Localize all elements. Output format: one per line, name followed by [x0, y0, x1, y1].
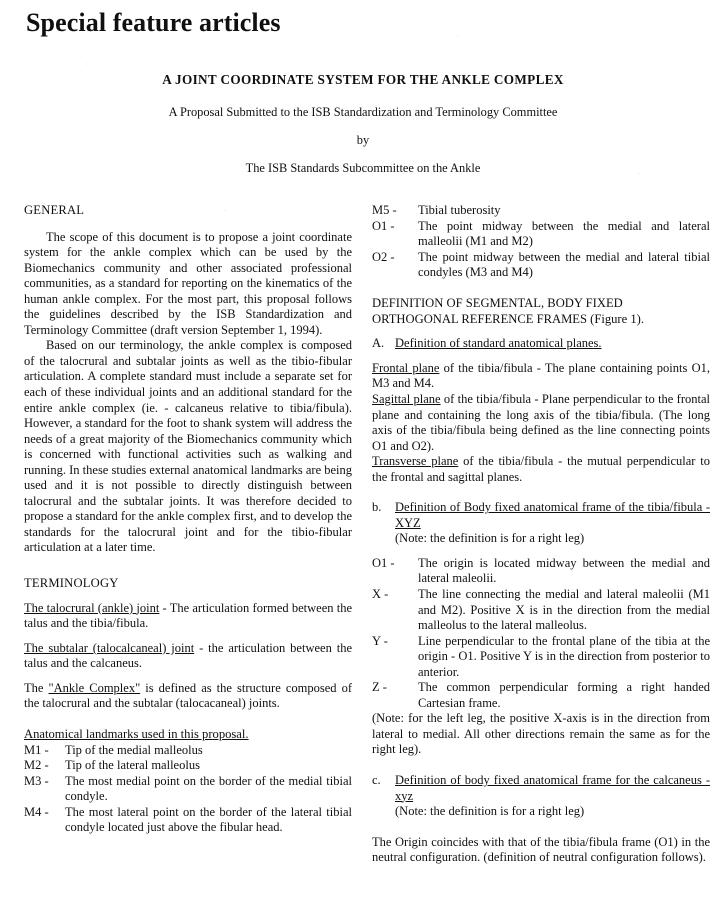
document-author: The ISB Standards Subcommittee on the Ankle: [245, 160, 481, 175]
term-ankle-complex-definition: is defined as the structure composed of the talocrural and the subtalar (talocacaneal) joints.: [24, 680, 352, 711]
landmark-text: The most lateral point on the border of the lateral tibial condyle located just above the fibular head.: [65, 804, 352, 835]
heading-definition-line1: DEFINITION OF SEGMENTAL, BODY FIXED: [372, 295, 623, 310]
byline-label: by: [356, 132, 370, 147]
landmark-label: M4 -: [24, 804, 49, 819]
plane-frontal-label: Frontal plane: [372, 360, 440, 375]
term-talocrural-definition: - The articulation formed between the talus and the tibia/fibula.: [24, 600, 352, 631]
plane-frontal: [372, 361, 710, 392]
general-paragraph-1: The scope of this document is to propose a joint coordinate system for the ankle complex which can be used by the Biomechanics community and other associated professional communities, as a standard for reporting on the kinematics of the human ankle complex. For the most part, this proposal follows the guidelines described by the ISB Standardization and Terminology Committee (draft version September 1, 1994).: [24, 229, 352, 337]
axis-label: Z -: [372, 680, 387, 695]
term-ankle-complex-prefix: The: [24, 680, 49, 695]
landmark-label: M5 -: [372, 203, 397, 217]
origin-paragraph: The Origin coincides with that of the tibia/fibula frame (O1) in the neutral configuration. (definition of neutral configuration follows).: [372, 834, 710, 865]
heading-terminology: TERMINOLOGY: [24, 576, 119, 591]
term-subtalar: [24, 641, 352, 672]
plane-sagittal-label: Sagittal plane: [372, 391, 441, 406]
document-title: A JOINT COORDINATE SYSTEM FOR THE ANKLE COMPLEX: [162, 72, 564, 87]
section-b: [372, 500, 710, 547]
axis-row: [372, 634, 710, 681]
plane-sagittal-definition: of the tibia/fibula - Plane perpendicular to the frontal plane and containing the long axis of the tibia/fibula. (The long axis of the tibia/fibula being defined as the line connecting points O1 and O2).: [372, 391, 710, 453]
section-a-letter: A.: [372, 336, 385, 351]
section-c-title: Definition of body fixed anatomical frame for the calcaneus - xyz: [395, 773, 710, 803]
section-a: [372, 336, 710, 352]
landmark-label: M3 -: [24, 773, 49, 788]
landmark-label: M1 -: [24, 742, 49, 757]
axis-text: The common perpendicular forming a right handed Cartesian frame.: [418, 680, 710, 710]
landmark-row: [24, 758, 352, 774]
axis-label: X -: [372, 586, 389, 601]
term-ankle-complex-label: "Ankle Complex": [48, 680, 141, 695]
term-ankle-complex: [24, 681, 352, 712]
general-paragraph-2: Based on our terminology, the ankle complex is composed of the talocrural and subtalar joints as well as the tibio-fibular articulation. A complete standard must include a separate set for each of these individual joints and an additional standard for the entire ankle complex (ie. - calcaneus relative to tibia/fibula). However, a standard for the foot to shank system will address the needs of a great majority of the Biomechanics community which is concerned with functional activities such as walking and running. In these studies external anatomical landmarks are being used and it is not possible to directly distinguish between talocrural and the subtalar joints. It was therefore decided to propose a standard for the ankle complex first, and to develop the standards for the talocrural joint and for the tibio-fibular articulation at a later time.: [24, 338, 353, 555]
landmark-text: Tip of the medial malleolus: [65, 742, 203, 757]
section-c-letter: c.: [372, 773, 381, 787]
left-leg-note: (Note: for the left leg, the positive X-axis is in the direction from lateral to medial. All other directions remain the same as for the right leg).: [372, 711, 710, 757]
landmark-text: Tip of the lateral malleolus: [65, 758, 200, 773]
document-subtitle: A Proposal Submitted to the ISB Standardization and Terminology Committee: [168, 104, 558, 119]
heading-definition-line2: ORTHOGONAL REFERENCE FRAMES (Figure 1).: [372, 311, 644, 326]
heading-general: GENERAL: [24, 203, 85, 217]
landmark-label: O2 -: [372, 249, 395, 264]
section-c: [372, 773, 710, 820]
right-column: [372, 203, 710, 866]
page-masthead: Special feature articles: [26, 8, 281, 37]
plane-transverse-label: Transverse plane: [372, 454, 459, 469]
plane-transverse-definition: of the tibia/fibula - the mutual perpendicular to the frontal and sagittal planes.: [372, 454, 710, 484]
axis-label: O1 -: [372, 555, 395, 570]
landmark-text: The most medial point on the border of the medial tibial condyle.: [65, 773, 352, 804]
axis-label: Y -: [372, 633, 388, 648]
landmark-label: M2 -: [24, 758, 49, 773]
axis-text: Line perpendicular to the frontal plane of the tibia at the origin - O1. Positive Y is in the direction from posterior to anterior.: [418, 633, 710, 679]
section-b-note: (Note: the definition is for a right leg): [395, 531, 585, 546]
axis-row: [372, 556, 710, 587]
section-b-letter: b.: [372, 500, 382, 515]
term-talocrural: [24, 601, 352, 632]
term-subtalar-label: The subtalar (talocalcaneal) joint: [24, 640, 195, 655]
landmark-row: [24, 774, 352, 805]
heading-anatomical-landmarks: Anatomical landmarks used in this proposal.: [24, 726, 249, 741]
title-block: [40, 72, 686, 175]
section-a-title: Definition of standard anatomical planes.: [395, 336, 602, 351]
section-b-title: Definition of Body fixed anatomical frame of the tibia/fibula - XYZ: [395, 500, 710, 530]
landmark-row: [372, 219, 710, 250]
section-c-note: (Note: the definition is for a right leg): [395, 804, 585, 819]
axis-row: [372, 680, 710, 711]
left-column: [24, 203, 352, 836]
landmark-row: [24, 743, 352, 759]
landmark-text: Tibial tuberosity: [418, 203, 501, 217]
landmark-text: The point midway between the medial and lateral tibial condyles (M3 and M4): [418, 249, 710, 280]
plane-frontal-definition: of the tibia/fibula - The plane containing points O1, M3 and M4.: [372, 360, 710, 391]
landmark-label: O1 -: [372, 218, 395, 233]
term-talocrural-label: The talocrural (ankle) joint: [24, 600, 160, 615]
plane-transverse: [372, 454, 710, 485]
landmark-row: [372, 250, 710, 281]
term-subtalar-definition: - the articulation between the talus and the calcaneus.: [24, 640, 352, 671]
axis-text: The line connecting the medial and lateral maleolii (M1 and M2). Positive X is in the direction from the medial malleolus to the lateral malleolus.: [418, 586, 710, 633]
landmark-row: [24, 805, 352, 836]
axis-row: [372, 587, 710, 634]
plane-sagittal: [372, 392, 710, 454]
landmark-text: The point midway between the medial and lateral malleolii (M1 and M2): [418, 218, 710, 249]
landmark-row: [372, 203, 710, 219]
axis-text: The origin is located midway between the medial and lateral maleolii.: [418, 555, 710, 586]
